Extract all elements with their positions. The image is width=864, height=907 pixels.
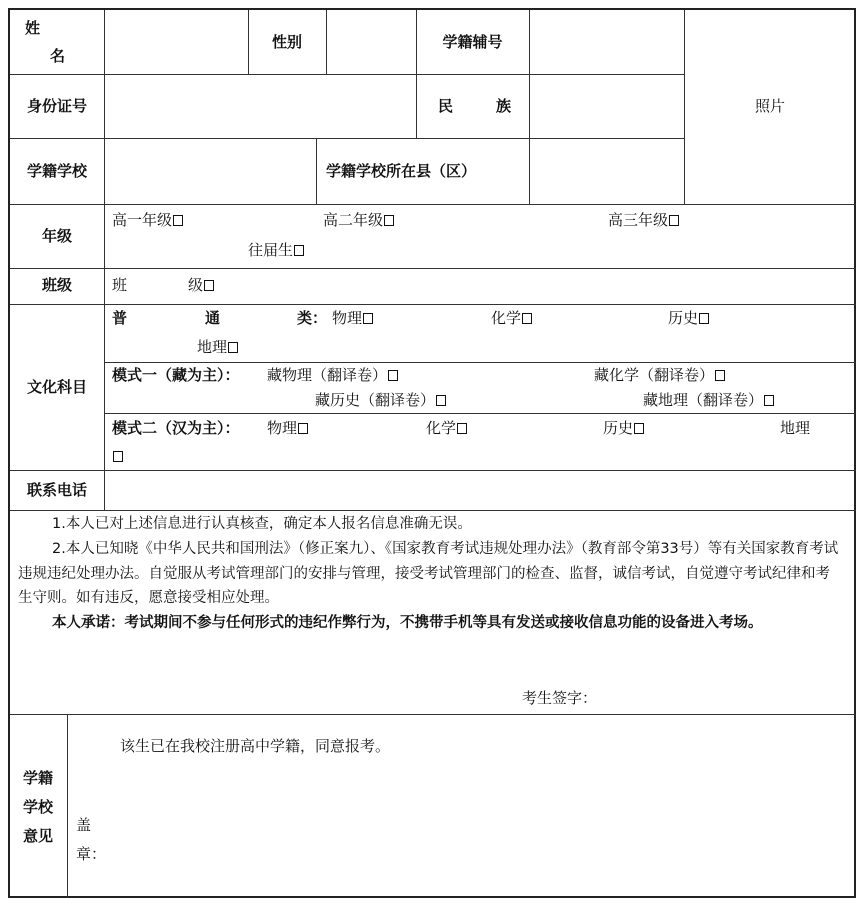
photo-label: 照片 <box>754 97 785 115</box>
checkbox[interactable] <box>298 423 308 434</box>
checkbox[interactable] <box>669 215 679 226</box>
phone-field[interactable] <box>106 472 854 508</box>
mode1-option-2[interactable]: 藏化学（翻译卷） <box>594 365 725 385</box>
seal-label-2: 章： <box>76 845 107 863</box>
mode1-option-1[interactable]: 藏物理（翻译卷） <box>267 365 398 385</box>
checkbox[interactable] <box>388 370 398 381</box>
mode2-option-1[interactable]: 物理 <box>267 418 308 438</box>
label-opinion-3: 意见 <box>23 827 54 845</box>
checkbox[interactable] <box>204 280 214 291</box>
checkbox[interactable] <box>436 395 446 406</box>
checkbox[interactable] <box>457 423 467 434</box>
label-school: 学籍学校 <box>26 162 87 180</box>
label-ethnic-1: 民 <box>438 97 454 115</box>
mode1-option-3[interactable]: 藏历史（翻译卷） <box>315 390 446 410</box>
general-label-1: 普 <box>112 309 128 327</box>
label-aux-no: 学籍辅号 <box>442 33 503 51</box>
general-label-3: 类： <box>297 309 328 327</box>
checkbox[interactable] <box>294 245 304 256</box>
seal-area[interactable] <box>120 810 850 890</box>
general-option-1[interactable]: 物理 <box>332 308 373 328</box>
registration-form <box>8 8 856 898</box>
general-option-3[interactable]: 历史 <box>668 308 709 328</box>
checkbox[interactable] <box>228 342 238 353</box>
checkbox[interactable] <box>363 313 373 324</box>
checkbox[interactable] <box>699 313 709 324</box>
label-name-1: 姓 <box>25 19 41 37</box>
checkbox[interactable] <box>715 370 725 381</box>
declaration-line-1: 1.本人已对上述信息进行认真核查，确定本人报名信息准确无误。 <box>52 516 472 532</box>
seal-label-1: 盖 <box>76 816 92 834</box>
mode2-option-3[interactable]: 历史 <box>603 418 644 438</box>
label-id-no: 身份证号 <box>26 97 87 115</box>
general-label-2: 通 <box>205 309 221 327</box>
grade-option-2[interactable]: 高二年级 <box>323 210 394 230</box>
school-field[interactable] <box>106 140 314 202</box>
grade-option-3[interactable]: 高三年级 <box>608 210 679 230</box>
checkbox[interactable] <box>113 451 123 462</box>
label-class: 班级 <box>41 276 72 294</box>
id-no-field[interactable] <box>106 76 414 136</box>
grade-option-1[interactable]: 高一年级 <box>112 210 183 230</box>
label-ethnic-2: 族 <box>496 97 512 115</box>
mode2-option-2[interactable]: 化学 <box>426 418 467 438</box>
checkbox[interactable] <box>764 395 774 406</box>
declaration-promise: 本人承诺：考试期间不参与任何形式的违纪作弊行为，不携带手机等具有发送或接收信息功能的设备进入考场。 <box>52 615 763 631</box>
gender-field[interactable] <box>328 12 414 72</box>
label-gender: 性别 <box>271 33 302 51</box>
label-name-2: 名 <box>50 47 66 65</box>
declaration-line-2: 2.本人已知晓《中华人民共和国刑法》（修正案九）、《国家教育考试违规处理办法》（教育部令第33号）等有关国家教育考试违规违纪处理办法。自觉服从考试管理部门的安排与管理，接受考试管理部门的检查、监督，诚信考试，自觉遵守考试纪律和考生守则。如有违反，愿意接受相应处理。 <box>18 541 839 606</box>
label-subjects: 文化科目 <box>26 378 87 396</box>
general-option-4[interactable]: 地理 <box>197 337 238 357</box>
mode1-option-4[interactable]: 藏地理（翻译卷） <box>643 390 774 410</box>
mode1-label: 模式一（藏为主）： <box>112 366 240 384</box>
signature-field[interactable] <box>602 686 842 710</box>
class-option[interactable]: 级 <box>188 275 214 295</box>
general-option-2[interactable]: 化学 <box>491 308 532 328</box>
school-county-field[interactable] <box>531 140 682 202</box>
label-school-county: 学籍学校所在县（区） <box>326 162 477 180</box>
label-phone: 联系电话 <box>26 481 87 499</box>
name-field[interactable] <box>106 12 246 72</box>
label-opinion-1: 学籍 <box>23 769 54 787</box>
class-part-1: 班 <box>112 276 128 294</box>
ethnic-field[interactable] <box>531 76 682 136</box>
photo-area[interactable] <box>686 12 854 202</box>
mode2-option-4[interactable]: 地理 <box>780 419 811 437</box>
checkbox[interactable] <box>173 215 183 226</box>
mode2-option-4-checkbox[interactable] <box>112 446 123 466</box>
grade-option-4[interactable]: 往届生 <box>248 240 304 260</box>
checkbox[interactable] <box>384 215 394 226</box>
checkbox[interactable] <box>634 423 644 434</box>
school-opinion-text: 该生已在我校注册高中学籍，同意报考。 <box>120 737 391 755</box>
label-opinion-2: 学校 <box>23 798 54 816</box>
signature-label: 考生签字： <box>522 689 598 707</box>
checkbox[interactable] <box>522 313 532 324</box>
aux-no-field[interactable] <box>531 12 682 72</box>
label-grade: 年级 <box>41 227 72 245</box>
mode2-label: 模式二（汉为主）： <box>112 419 240 437</box>
